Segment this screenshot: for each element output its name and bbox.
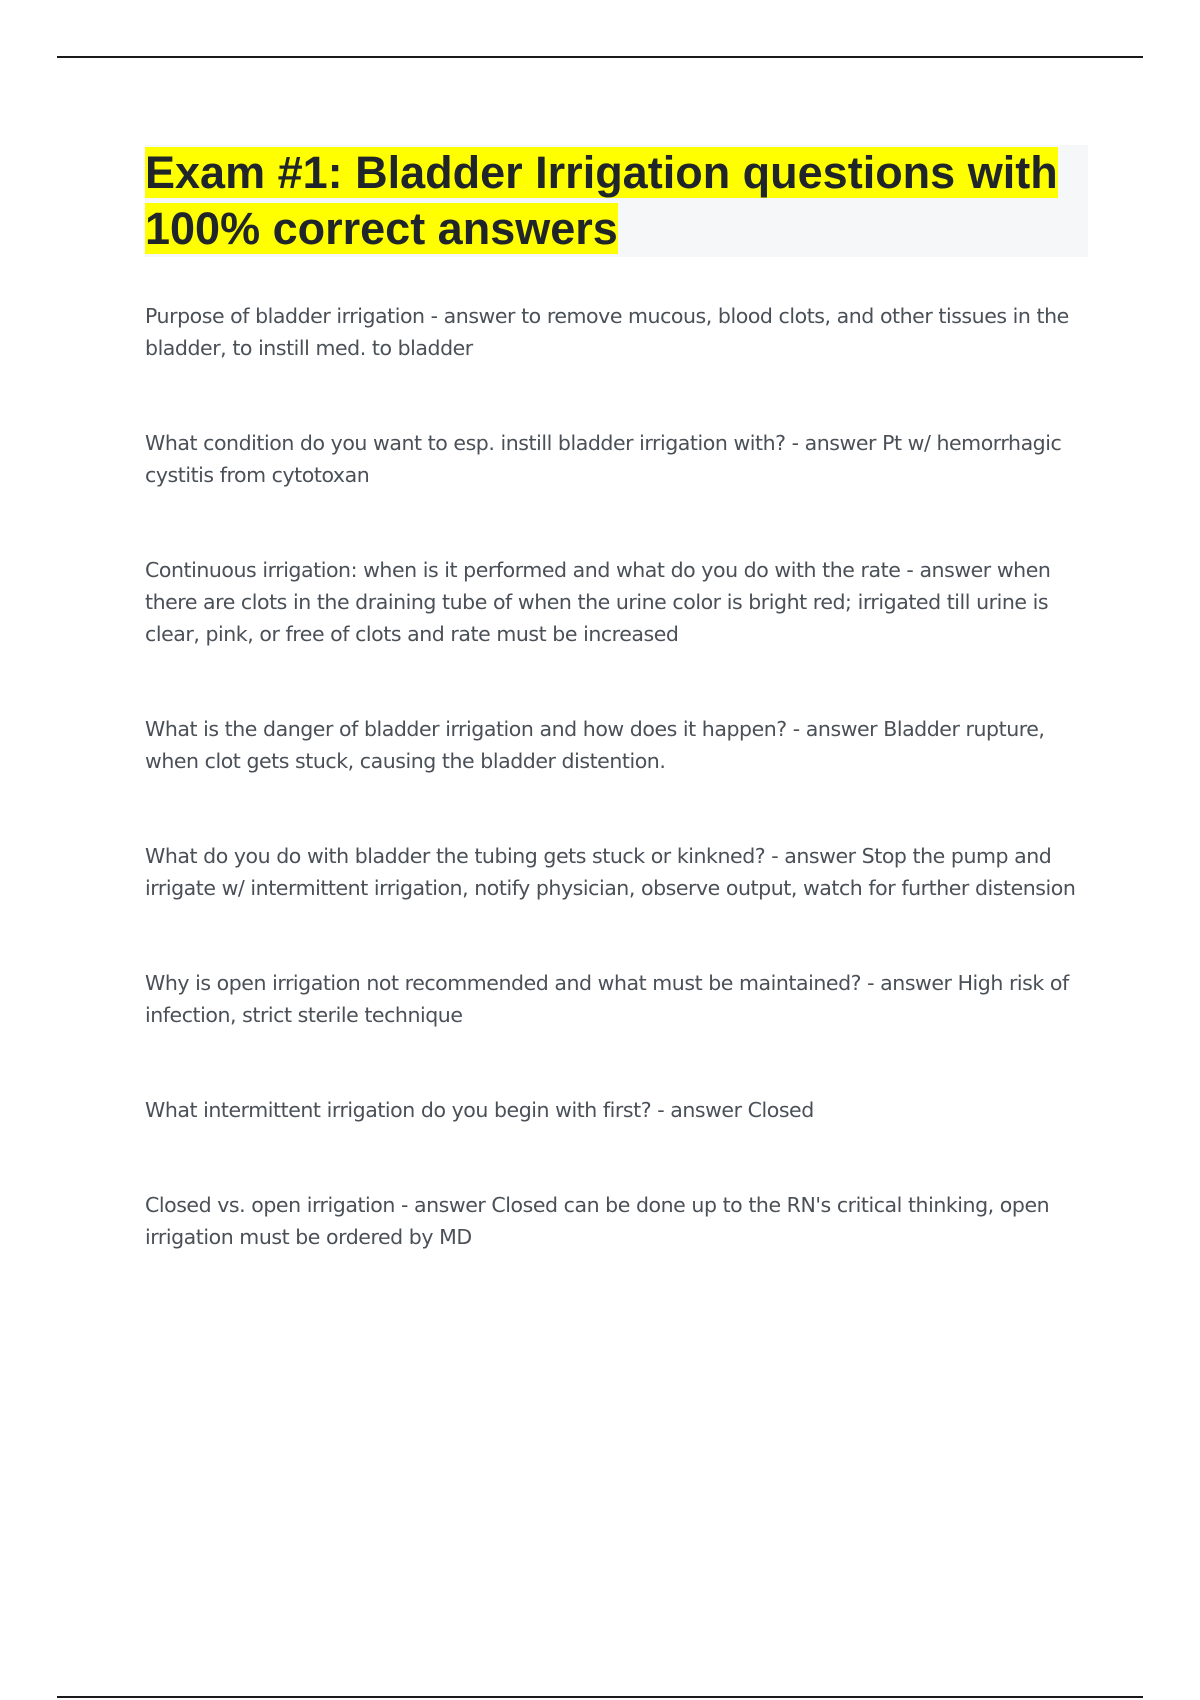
qa-item: Continuous irrigation: when is it performed and what do you do with the rate - answer when there are clots in the draining tube of when the urine color is bright red; irrigated till urine is clear, pink, or free of clots and rate must be increased [145,558,1051,646]
qa-item: What intermittent irrigation do you begin with first? - answer Closed [145,1098,814,1122]
qa-item: What do you do with bladder the tubing gets stuck or kinkned? - answer Stop the pump and irrigate w/ intermittent irrigation, notify physician, observe output, watch for further distension [145,844,1076,900]
qa-item: Why is open irrigation not recommended and what must be maintained? - answer High risk of infection, strict sterile technique [145,971,1069,1027]
page-title [145,145,1088,257]
bottom-rule [57,1696,1143,1698]
page-title-highlight: Exam #1: Bladder Irrigation questions with 100% correct answers [145,147,1058,254]
qa-item: What condition do you want to esp. instill bladder irrigation with? - answer Pt w/ hemorrhagic cystitis from cytotoxan [145,431,1062,487]
qa-list [145,300,1090,1316]
qa-item: What is the danger of bladder irrigation and how does it happen? - answer Bladder rupture, when clot gets stuck, causing the bladder distention. [145,717,1045,773]
qa-item: Closed vs. open irrigation - answer Closed can be done up to the RN's critical thinking, open irrigation must be ordered by MD [145,1193,1050,1249]
title-box [145,145,1088,257]
qa-item: Purpose of bladder irrigation - answer to remove mucous, blood clots, and other tissues in the bladder, to instill med. to bladder [145,304,1069,360]
top-rule [57,56,1143,58]
